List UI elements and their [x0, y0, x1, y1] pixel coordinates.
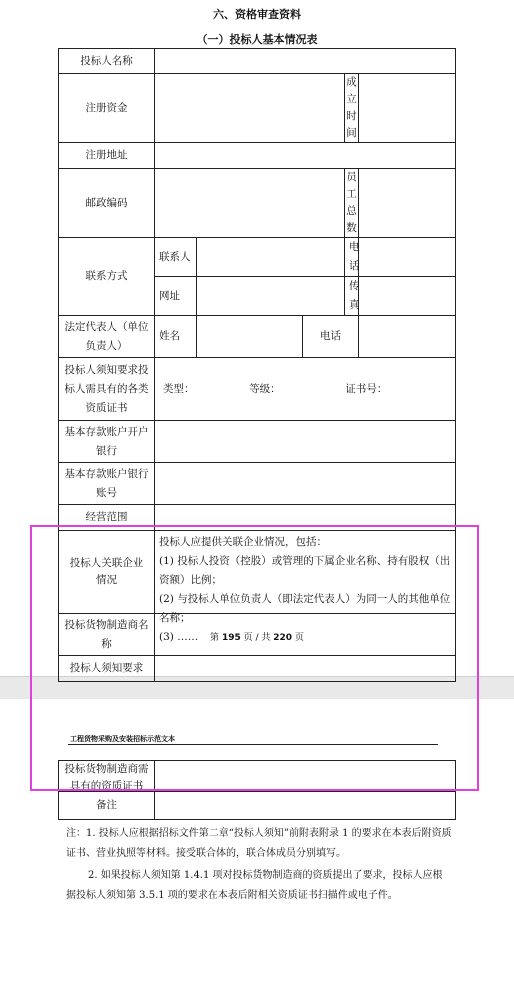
cert-type-label: 类型： — [163, 382, 195, 395]
label-established-time: 成立时间 — [345, 74, 359, 143]
label-remarks: 备注 — [59, 792, 155, 820]
label-certificates: 投标人须知要求投标人需具有的各类资质证书 — [59, 358, 155, 421]
bidder-info-table-cont — [58, 760, 456, 820]
field-contact-person[interactable] — [197, 238, 345, 277]
related-info-4: (3) …… — [159, 631, 199, 643]
field-remarks[interactable] — [155, 792, 456, 820]
label-business-scope: 经营范围 — [59, 505, 155, 531]
related-info-3: (2) 与投标人单位负责人（即法定代表人）为同一人的其他单位名称； — [159, 593, 451, 624]
label-registered-address: 注册地址 — [59, 143, 155, 169]
label-legal-rep: 法定代表人（单位负责人） — [59, 316, 155, 358]
header-rule — [68, 744, 438, 745]
document-header: 工程货物采购及安装招标示范文本 — [70, 735, 175, 743]
page-footer: 第 195 页 / 共 220 页 — [210, 633, 304, 643]
label-manufacturer-name: 投标货物制造商名称 — [59, 614, 155, 656]
field-bidder-name[interactable] — [155, 49, 456, 74]
label-postal-code: 邮政编码 — [59, 169, 155, 238]
label-related: 投标人关联企业情况 — [59, 531, 155, 614]
label-website: 网址 — [155, 277, 197, 316]
page-total: 220 — [273, 633, 293, 643]
label-contact-person: 联系人 — [155, 238, 197, 277]
page-number: 195 — [221, 633, 241, 643]
field-certificates[interactable] — [155, 358, 456, 421]
label-bank: 基本存款账户开户银行 — [59, 421, 155, 463]
note-1: 注：1. 投标人应根据招标文件第二章“投标人须知”前附表附录 1 的要求在本表后附资质证书、营业执照等材料。接受联合体的，联合体成员分别填写。 — [66, 828, 452, 859]
bidder-info-table — [58, 48, 456, 682]
field-total-staff[interactable] — [359, 169, 456, 238]
field-account[interactable] — [155, 463, 456, 505]
note-2: 2. 如果投标人须知第 1.4.1 项对投标货物制造商的资质提出了要求，投标人应根据投标人须知第 3.5.1 项的要求在本表后附相关资质证书扫描件或电子件。 — [66, 870, 443, 901]
label-contact-method: 联系方式 — [59, 238, 155, 316]
field-bidder-req[interactable] — [155, 656, 456, 682]
section-title: 六、资格审查资料 — [213, 8, 301, 21]
field-phone-2[interactable] — [359, 316, 456, 358]
field-website[interactable] — [197, 277, 345, 316]
label-registered-capital: 注册资金 — [59, 74, 155, 143]
label-manufacturer-cert: 投标货物制造商需具有的资质证书 — [59, 761, 155, 792]
field-postal-code[interactable] — [155, 169, 345, 238]
cert-no-label: 证书号： — [345, 382, 388, 395]
field-registered-capital[interactable] — [155, 74, 345, 143]
label-fax: 传真 — [345, 277, 359, 316]
field-registered-address[interactable] — [155, 143, 456, 169]
cert-level-label: 等级： — [249, 382, 281, 395]
field-fax[interactable] — [359, 277, 456, 316]
field-phone[interactable] — [359, 238, 456, 277]
field-established-time[interactable] — [359, 74, 456, 143]
label-account: 基本存款账户银行账号 — [59, 463, 155, 505]
label-bidder-req: 投标人须知要求 — [59, 656, 155, 682]
table-title: （一）投标人基本情况表 — [196, 33, 318, 46]
related-info-2: (1) 投标人投资（控股）或管理的下属企业名称、持有股权（出资额）比例； — [159, 555, 451, 586]
label-phone: 电话 — [345, 238, 359, 277]
label-bidder-name: 投标人名称 — [59, 49, 155, 74]
field-manufacturer-cert[interactable] — [155, 761, 456, 792]
related-info-1: 投标人应提供关联企业情况，包括： — [159, 536, 327, 548]
field-bank[interactable] — [155, 421, 456, 463]
field-name[interactable] — [197, 316, 303, 358]
label-phone-2: 电话 — [303, 316, 359, 358]
label-total-staff: 员工总数 — [345, 169, 359, 238]
field-business-scope[interactable] — [155, 505, 456, 531]
label-name: 姓名 — [155, 316, 197, 358]
